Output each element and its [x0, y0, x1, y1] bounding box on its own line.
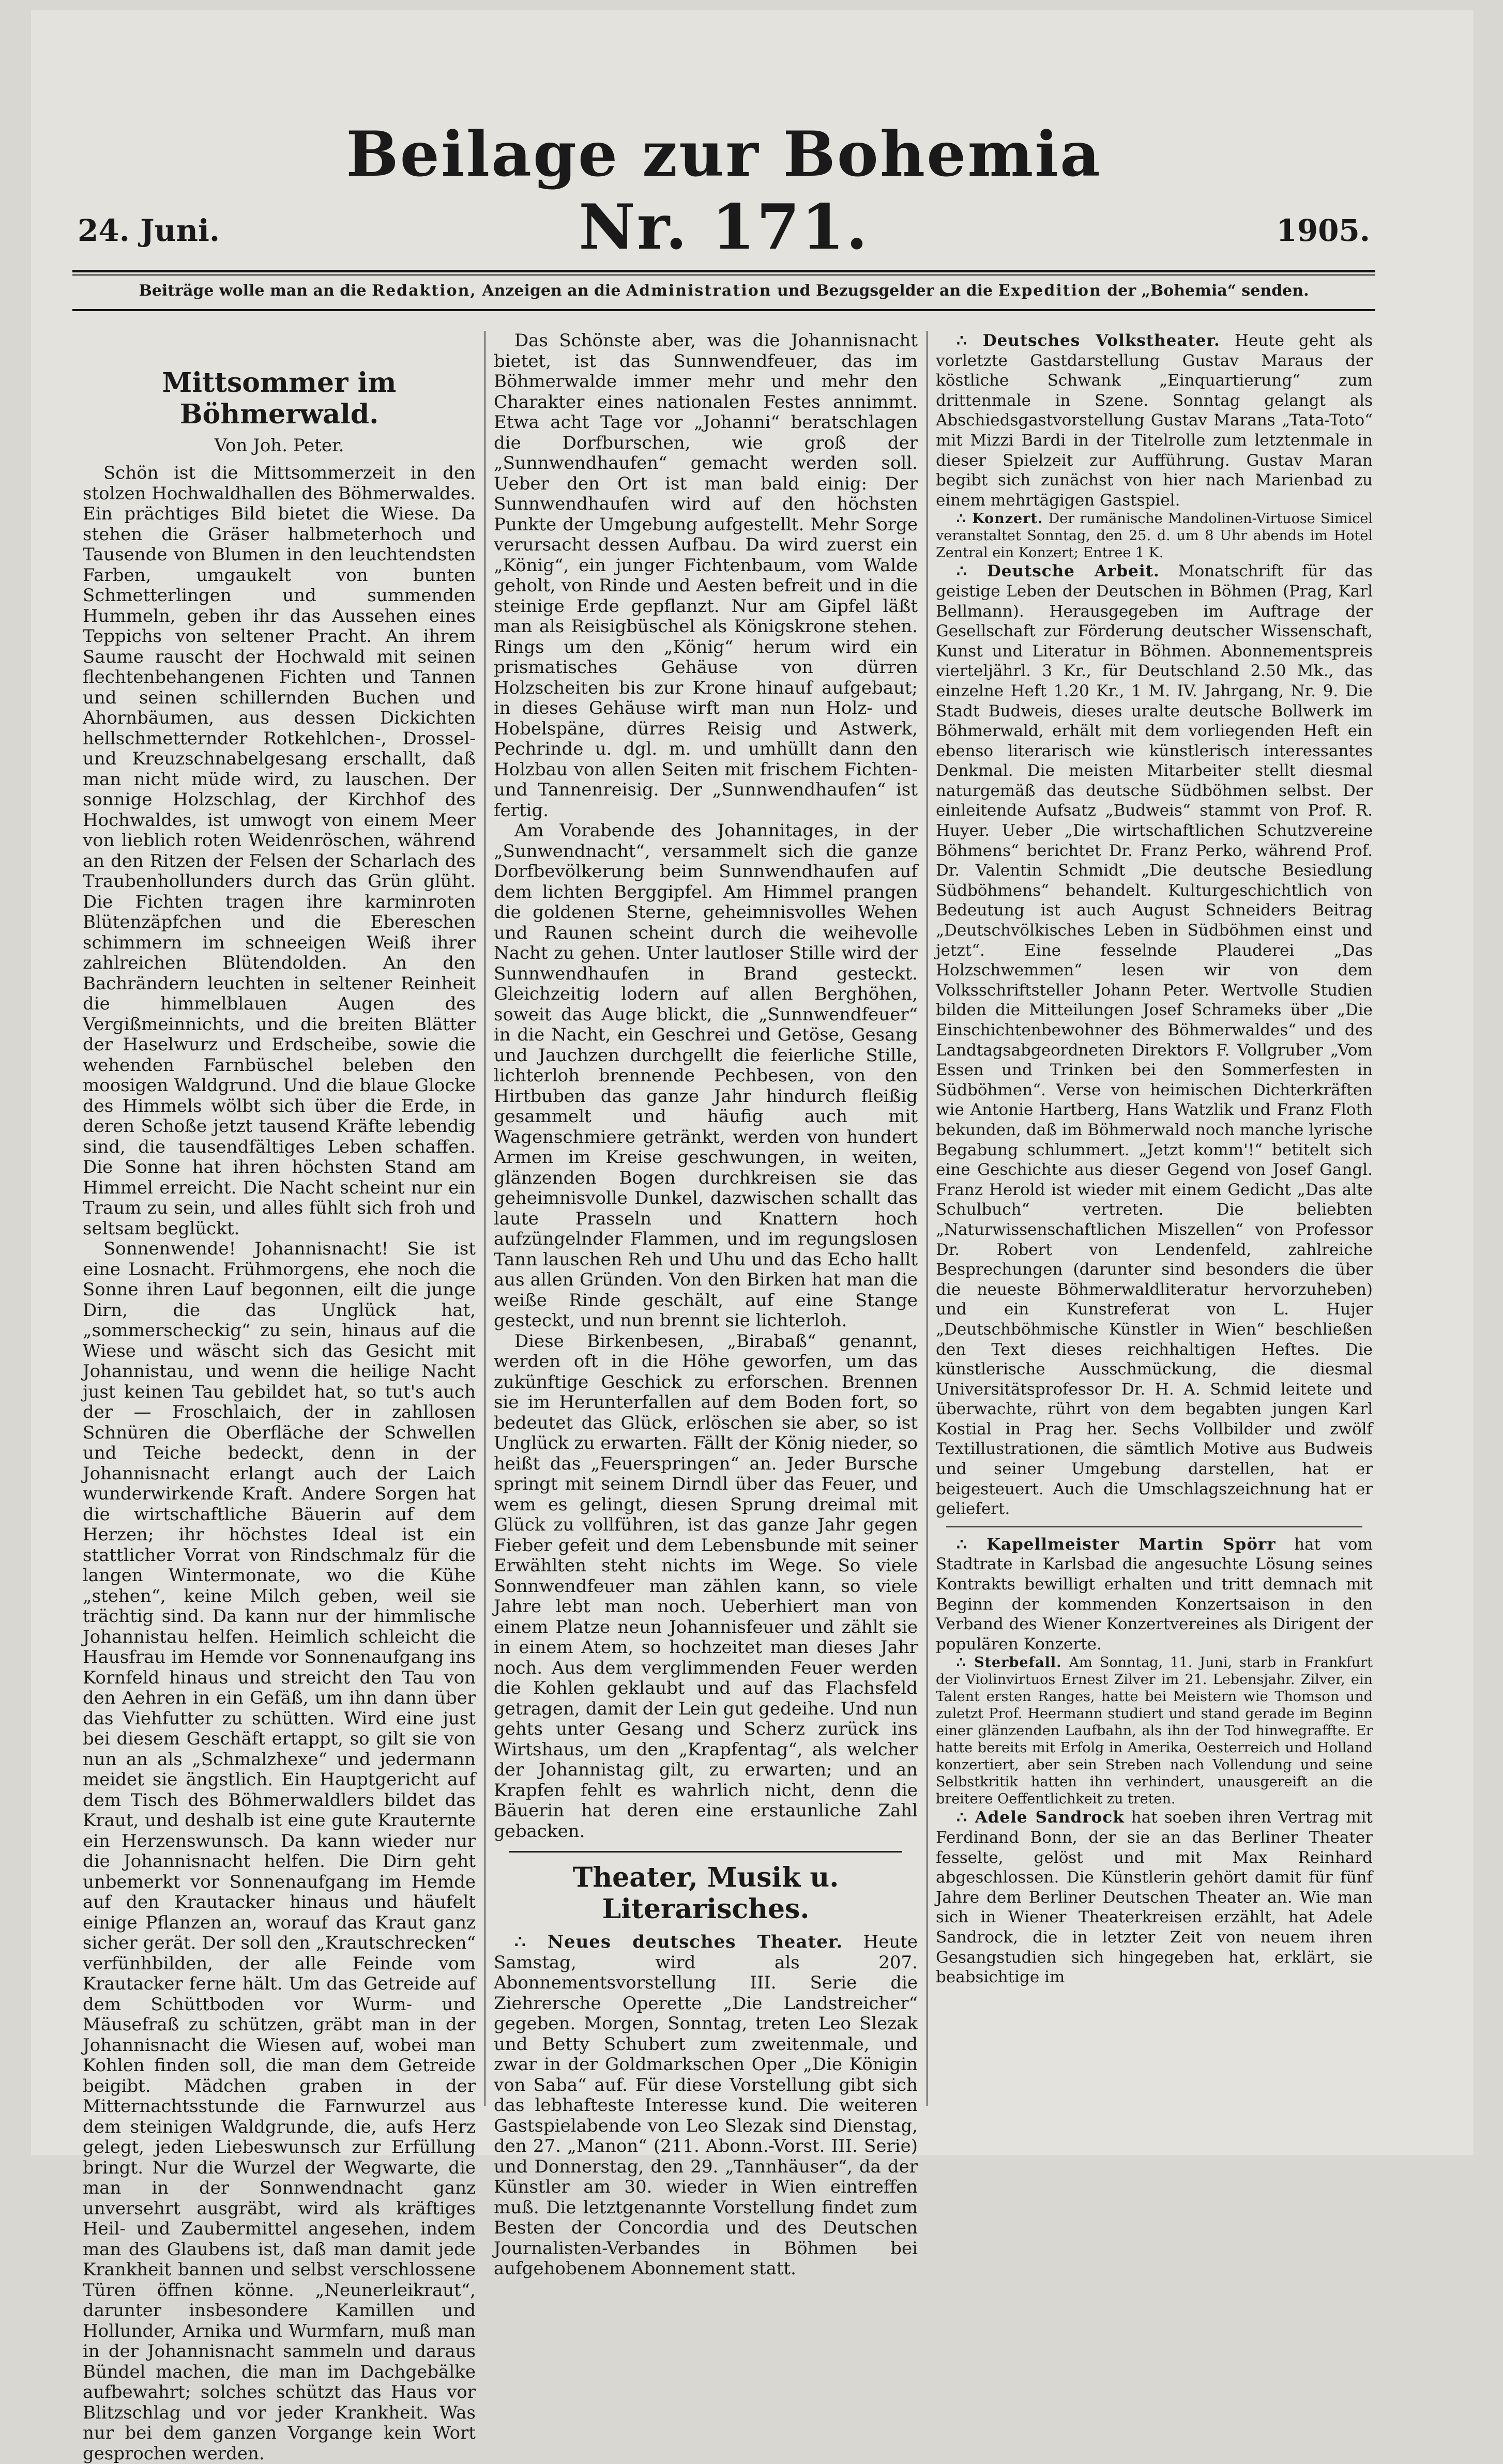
article-paragraph: Diese Birkenbesen, „Birabaß“ genannt, werden oft in die Höhe geworfen, um das zukünftige Geschick zu erforschen. Brennen sie im Herunterfallen auf dem Boden fort, so bedeutet das Glück, erlöschen sie aber, so ist Unglück zu erwarten. Fällt der König nieder, so heißt das „Feuerspringen“ an. Jeder Bursche springt mit seinem Dirndl über das Feuer, und wem es gelingt, diesen Sprung dreimal mit Glück zu vollführen, ist das ganze Jahr gegen Fieber gefeit und dem Lebensbunde mit seiner Erwählten steht nichts im Wege. So viele Sonnwendfeuer man zählen kann, so viele Jahre lebt man noch. Ueberhiert man von einem Platze neun Johannisfeuer und zählt sie in einem Atem, so hochzeitet man dieses Jahr noch. Aus dem verglimmenden Feuer werden die Kohlen geklaubt und auf das Flachsfeld getragen, damit der Lein gut gedeihe. Und nun gehts unter Gesang und Scherz zurück ins Wirtshaus, um den „Krapfentag“, als welcher der Johannistag gilt, zu erwarten; und an Krapfen fehlt es wahrlich nicht, denn die Bäuerin hat deren eine erstaunliche Zahl gebacken.: [494, 1330, 918, 1842]
news-item: [936, 1808, 1373, 1987]
notice-text: der „Bohemia“ senden.: [1101, 282, 1309, 300]
issue-date: 24. Juni.: [78, 213, 220, 248]
article-paragraph: Sonnenwende! Johannisnacht! Sie ist eine Losnacht. Frühmorgens, ehe noch die Sonne ihren Lauf begonnen, eilt die junge Dirn, die das Unglück hat, „sommerscheckig“ zu sein, hinaus auf die Wiese und wäscht sich das Gesicht mit Johannistau, und wenn die heilige Nacht just keinen Tau gebildet hat, so tut's auch der — Froschlaich, der in zahllosen Schnüren die Oberfläche der Schwellen und Teiche bedeckt, denn in der Johannisnacht erlangt auch der Laich wunderwirkende Kraft. Andere Sorgen hat die wirtschaftliche Bäuerin auf dem Herzen; ihr höchstes Ideal ist ein stattlicher Vorrat von Rindschmalz für die langen Wintermonate, wo die Kühe „stehen“, keine Milch geben, weil sie trächtig sind. Da kann nur der himmlische Johannistau helfen. Heimlich schleicht die Hausfrau im Hemde vor Sonnenaufgang ins Kornfeld hinaus und streicht den Tau von den Aehren in ein Gefäß, um ihn dann über das Viehfutter zu schütten. Wird eine just bei diesem Geschäft ertappt, so gilt sie von nun an als „Schmalzhexe“ und jedermann meidet sie ängstlich. Ein Hauptgericht auf dem Tisch des Böhmerwaldlers bildet das Kraut, und deshalb ist eine gute Krauternte ein Herzenswunsch. Da kann wieder nur die Johannisnacht helfen. Die Dirn geht unbemerkt vor Sonnenaufgang im Hemde auf den Krautacker hinaus und häufelt einige Pflanzen an, worauf das Kraut ganz sicher gerät. Der soll den „Krautschrecken“ verfünhbilden, der alle Feinde vom Krautacker ferne hält. Um das Getreide auf dem Schüttboden vor Wurm- und Mäusefraß zu schützen, gräbt man in der Johannisnacht die Wiesen auf, wobei man Kohlen finden soll, die man dem Getreide beigibt. Mädchen graben in der Mitternachtsstunde die Farnwurzel aus dem steinigen Waldgrunde, die, aufs Herz gelegt, jeden Liebeswunsch zur Erfüllung bringt. Nur die Wurzel der Wegwarte, die man in der Sonnwendnacht ganz unversehrt ausgräbt, wird als kräftiges Heil- und Zaubermittel angesehen, indem man des Glaubens ist, daß man damit jede Krankheit bannen und selbst verschlossene Türen öffnen könne. „Neunerleikraut“, darunter insbesondere Kamillen und Hollunder, Arnika und Wurmfarn, muß man in der Johannisnacht sammeln und daraus Bündel machen, die man im Dachgebälke aufbewahrt; solches schützt das Haus vor Blitzschlag und vor jeder Krankheit. Was nur bei dem ganzen Vorgange kein Wort gesprochen werden.: [83, 1238, 476, 2464]
news-item-lead: ∴ Adele Sandrock: [957, 1808, 1125, 1827]
newspaper-title: Beilage zur Bohemia Nr. 171.: [346, 118, 1102, 264]
column-divider: [927, 331, 928, 2106]
news-item-text: hat vom Stadtrate in Karlsbad die angesuchte Lösung seines Kontrakts bewilligt erhalten und tritt demnach mit Beginn der kommenden Konzertsaison in den Verband des Wiener Konzertvereines als Dirigent der populären Konzerte.: [936, 1535, 1373, 1654]
news-item-lead: ∴ Deutsche Arbeit.: [957, 562, 1160, 581]
news-item-text: Heute Samstag, wird als 207. Abonnementsvorstellung III. Serie die Ziehrersche Operette „Die Landstreicher“ gegeben. Morgen, Sonntag, treten Leo Slezak und Betty Schubert zum zweitenmale, und zwar in der Goldmarkschen Oper „Die Königin von Saba“ auf. Für diese Vorstellung gibt sich das lebhafteste Interesse kund. Die weiteren Gastspielabende von Leo Slezak sind Dienstag, den 27. „Manon“ (211. Abonn.-Vorst. III. Serie) und Donnerstag, den 29. „Tannhäuser“, da der Künstler am 30. wieder in Wien eintreffen muß. Die letztgenannte Vorstellung findet zum Besten der Concordia und des Deutschen Journalisten-Verbandes in Böhmen bei aufgehobenem Abonnement statt.: [494, 1932, 918, 2279]
news-item-lead: ∴ Sterbefall.: [957, 1655, 1062, 1671]
news-item: [936, 331, 1373, 510]
news-item: [936, 561, 1373, 1519]
column-1: [83, 331, 476, 2464]
news-item-text: Monatschrift für das geistige Leben der Deutschen in Böhmen (Prag, Karl Bellmann). Herausgegeben im Auftrage der Gesellschaft zur Förderung deutscher Wissenschaft, Kunst und Literatur in Böhmen. Abonnementspreis vierteljährl. 3 Kr., für Deutschland 2.50 Mk., das einzelne Heft 1.20 Kr., 1 M. IV. Jahrgang, Nr. 9. Die Stadt Budweis, dieses uralte deutsche Bollwerk im Böhmerwald, erhält mit dem vorliegenden Heft ein ebenso literarisch wie künstlerisch interessantes Denkmal. Die meisten Mitarbeiter stellt diesmal naturgemäß das deutsche Südböhmen selbst. Der einleitende Aufsatz „Budweis“ stammt von Prof. R. Huyer. Ueber „Die wirtschaftlichen Schutzvereine Böhmens“ berichtet Dr. Franz Perko, während Prof. Dr. Valentin Schmidt „Die deutsche Besiedlung Südböhmens“ behandelt. Kulturgeschichtlich von Bedeutung ist auch August Schneiders Beitrag „Deutschvölkisches Leben in Südböhmen einst und jetzt“. Eine fesselnde Plauderei „Das Holzschwemmen“ lesen wir von dem Volksschriftsteller Johann Peter. Wertvolle Studien bilden die Mitteilungen Josef Schrameks über „Die Einschichtenbewohner des Böhmerwaldes“ und des Landtagsabgeordneten Direktors F. Vollgruber „Vom Essen und Trinken bei den Sommerfesten in Südböhmen“. Verse von heimischen Dichterkräften wie Antonie Hartberg, Hans Watzlik und Franz Floth bekunden, daß im Böhmerwald noch manche lyrische Begabung schlummert. „Jetzt komm'!“ betitelt sich eine Geschichte aus dieser Gegend von Josef Gangl. Franz Herold ist wieder mit einem Gedicht „Das alte Schulbuch“ vertreten. Die beliebten „Naturwissenschaftlichen Miszellen“ von Professor Dr. Robert von Lendenfeld, zahlreiche Besprechungen (darunter sind besonders die über die neueste Böhmerwaldliteratur hervorzuheben) und ein Kunstreferat von L. Hujer „Deutschböhmische Künstler in Wien“ beschließen den Text dieses reichhaltigen Heftes. Die künstlerische Ausschmückung, die diesmal Universitätsprofessor Dr. H. A. Schmid leitete und überwachte, rührt von dem begabten jungen Karl Kostial in Prag her. Sechs Vollbilder und zwölf Textillustrationen, die sämtlich Motive aus Budweis und seiner Umgebung darstellen, hat er beigesteuert. Auch die Umschlagszeichnung hat er geliefert.: [936, 562, 1373, 1519]
news-item-lead: ∴ Neues deutsches Theater.: [514, 1932, 843, 1952]
news-item: [494, 1932, 918, 2279]
section-title: Theater, Musik u. Literarisches.: [572, 1862, 839, 1925]
issue-year: 1905.: [1276, 213, 1370, 248]
news-item-lead: ∴ Kapellmeister Martin Spörr: [957, 1535, 1276, 1554]
column-3: [936, 331, 1373, 2106]
article-title: Mittsommer im Böhmerwald.: [162, 367, 397, 430]
news-item-lead: ∴ Deutsches Volkstheater.: [957, 331, 1220, 350]
news-item: [936, 1535, 1373, 1655]
masthead-rule-thin: [72, 274, 1375, 276]
item-divider: [946, 1526, 1362, 1527]
notice-rule: [72, 309, 1375, 311]
notice-redaktion: Redaktion,: [372, 282, 477, 300]
masthead-rule: [72, 270, 1375, 272]
column-divider: [484, 331, 485, 2106]
news-item-lead: ∴ Konzert.: [957, 511, 1043, 527]
notice-expedition: Expedition: [998, 282, 1102, 300]
notice-text: und Bezugsgelder an die: [771, 282, 998, 300]
notice-text: Anzeigen an die: [476, 282, 626, 300]
masthead: [78, 118, 1370, 264]
submission-notice: [72, 282, 1375, 300]
news-item-text: Am Sonntag, 11. Juni, starb in Frankfurt der Violinvirtuos Ernest Zilver im 21. Lebensjahr. Zilver, ein Talent ersten Ranges, hatte bei Meistern wie Thomson und zuletzt Prof. Heermann studiert und stand gerade im Beginn einer glänzenden Laufbahn, als ihn der Tod hinwegraffte. Er hatte bereits mit Erfolg in Amerika, Oesterreich und Holland konzertiert, aber sein Streben nach Vollendung und seine Selbstkritik hatten ihn verhindert, unausgereift an die breitere Oeffentlichkeit zu treten.: [936, 1655, 1373, 1808]
news-item-text: Der rumänische Mandolinen-Virtuose Simicel veranstaltet Sonntag, den 25. d. um 8 Uhr abends im Hotel Zentral ein Konzert; Entree 1 K.: [936, 511, 1373, 561]
article-byline: Von Joh. Peter.: [214, 435, 344, 456]
section-divider: [509, 1851, 902, 1853]
news-item: [936, 1654, 1373, 1808]
news-item-text: Heute geht als vorletzte Gastdarstellung Gustav Maraus der köstliche Schwank „Einquartierung“ zum drittenmale in Szene. Sonntag gelangt als Abschiedsgastvorstellung Gustav Marans „Tata-Toto“ mit Mizzi Bardi in der Titelrolle zum letztenmale in dieser Spielzeit zur Aufführung. Gustav Maran begibt sich zunächst von hier nach Marienbad zu einem mehrtägigen Gastspiel.: [936, 331, 1373, 510]
column-2: [494, 330, 918, 2279]
news-item-text: hat soeben ihren Vertrag mit Ferdinand Bonn, der sie an das Berliner Theater fesselte, gelöst und mit Max Reinhard abgeschlossen. Die Künstlerin gehört damit für fünf Jahre dem Berliner Deutschen Theater an. Wie man sich in Wiener Theaterkreisen erzählt, hat Adele Sandrock, die in letzter Zeit von neuem ihren Gesangstudien sich hingegeben hat, erklärt, sie beabsichtige im: [936, 1808, 1373, 1987]
news-item: [936, 510, 1373, 561]
article-paragraph: Schön ist die Mittsommerzeit in den stolzen Hochwaldhallen des Böhmerwaldes. Ein prächtiges Bild bietet die Wiese. Da stehen die Gräser halbmeterhoch und Tausende von Blumen in den leuchtendsten Farben, umgaukelt von bunten Schmetterlingen und summenden Hummeln, geben ihr das Aussehen eines Teppichs von seltener Pracht. An ihrem Saume rauscht der Hochwald mit seinen flechtenbehangenen Fichten und Tannen und seinen schillernden Buchen und Ahornbäumen, aus dessen Dickichten hellschmetternder Rotkehlchen-, Drossel- und Kreuzschnabelgesang erschallt, daß man nicht müde wird, zu lauschen. Der sonnige Holzschlag, der Kirchhof des Hochwaldes, ist umwogt von einem Meer von lieblich roten Weidenröschen, während an den Ritzen der Felsen der Scharlach des Traubenhollunders durch das Grün glüht. Die Fichten tragen ihre karminroten Blütenzäpfchen und die Ebereschen schimmern im schneeigen Weiß ihrer zahlreichen Blütendolden. An den Bachrändern leuchten in seltener Reinheit die himmelblauen Augen des Vergißmeinnichts, und die breiten Blätter der Haselwurz und Erdscheibe, sowie die wehenden Farnbüschel beleben den moosigen Waldgrund. Und die blaue Glocke des Himmels wölbt sich über die Erde, in deren Schoße jetzt tausend Kräfte lebendig sind, die tausendfältiges Leben schaffen. Die Sonne hat ihren höchsten Stand am Himmel erreicht. Die Nacht scheint nur ein Traum zu sein, und alles fühlt sich froh und seltsam beglückt.: [83, 463, 476, 1239]
article-paragraph: Das Schönste aber, was die Johannisnacht bietet, ist das Sunnwendfeuer, das im Böhmerwalde immer mehr und mehr den Charakter eines nationalen Festes annimmt. Etwa acht Tage vor „Johanni“ beratschlagen die Dorfburschen, wie groß der „Sunnwendhaufen“ gemacht werden soll. Ueber den Ort ist man bald einig: Der Sunnwendhaufen wird auf den höchsten Punkte der Umgebung aufgestellt. Mehr Sorge verursacht dessen Aufbau. Da wird zuerst ein „König“, ein junger Fichtenbaum, vom Walde geholt, von Rinde und Aesten befreit und in die steinige Erde gepflanzt. Nur am Gipfel läßt man als Reisigbüschel als Königskrone stehen. Rings um den „König“ herum wird ein prismatisches Gehäuse von dürren Holzscheiten bis zur Krone hinauf aufgebaut; in dieses Gehäuse wirft man nun Holz- und Hobelspäne, dürres Reisig und Astwerk, Pechrinde u. dgl. m. und umhüllt dann den Holzbau von allen Seiten mit frischem Fichten- und Tannenreisig. Der „Sunnwendhaufen“ ist fertig.: [494, 330, 918, 821]
article-paragraph: Am Vorabende des Johannitages, in der „Sunwendnacht“, versammelt sich die ganze Dorfbevölkerung beim Sunnwendhaufen auf dem lichten Berggipfel. Am Himmel prangen die goldenen Sterne, geheimnisvolles Wehen und Raunen scheint durch die weihevolle Nacht zu gehen. Unter lautloser Stille wird der Sunnwendhaufen in Brand gesteckt. Gleichzeitig lodern auf allen Berghöhen, soweit das Auge blickt, die „Sunnwendfeuer“ in die Nacht, ein Geschrei und Getöse, Gesang und Jauchzen durchgellt die feierliche Stille, lichterloh brennende Pechbesen, von den Hirtbuben das ganze Jahr hindurch fleißig gesammelt und häufig auch mit Wagenschmiere getränkt, werden von hundert Armen im Kreise geschwungen, in weiten, glänzenden Bogen durchkreisen sie das geheimnisvolle Dunkel, dazwischen schallt das laute Prasseln und Knattern hoch aufzüngelnder Flammen, und im regungslosen Tann lauschen Reh und Uhu und das Echo hallt aus allen Gründen. Von den Birken hat man die weiße Rinde geschält, auf eine Stange gesteckt, und nun brennt sie lichterloh.: [494, 820, 918, 1331]
notice-administration: Administration: [626, 282, 772, 300]
notice-text: Beiträge wolle man an die: [139, 282, 372, 300]
